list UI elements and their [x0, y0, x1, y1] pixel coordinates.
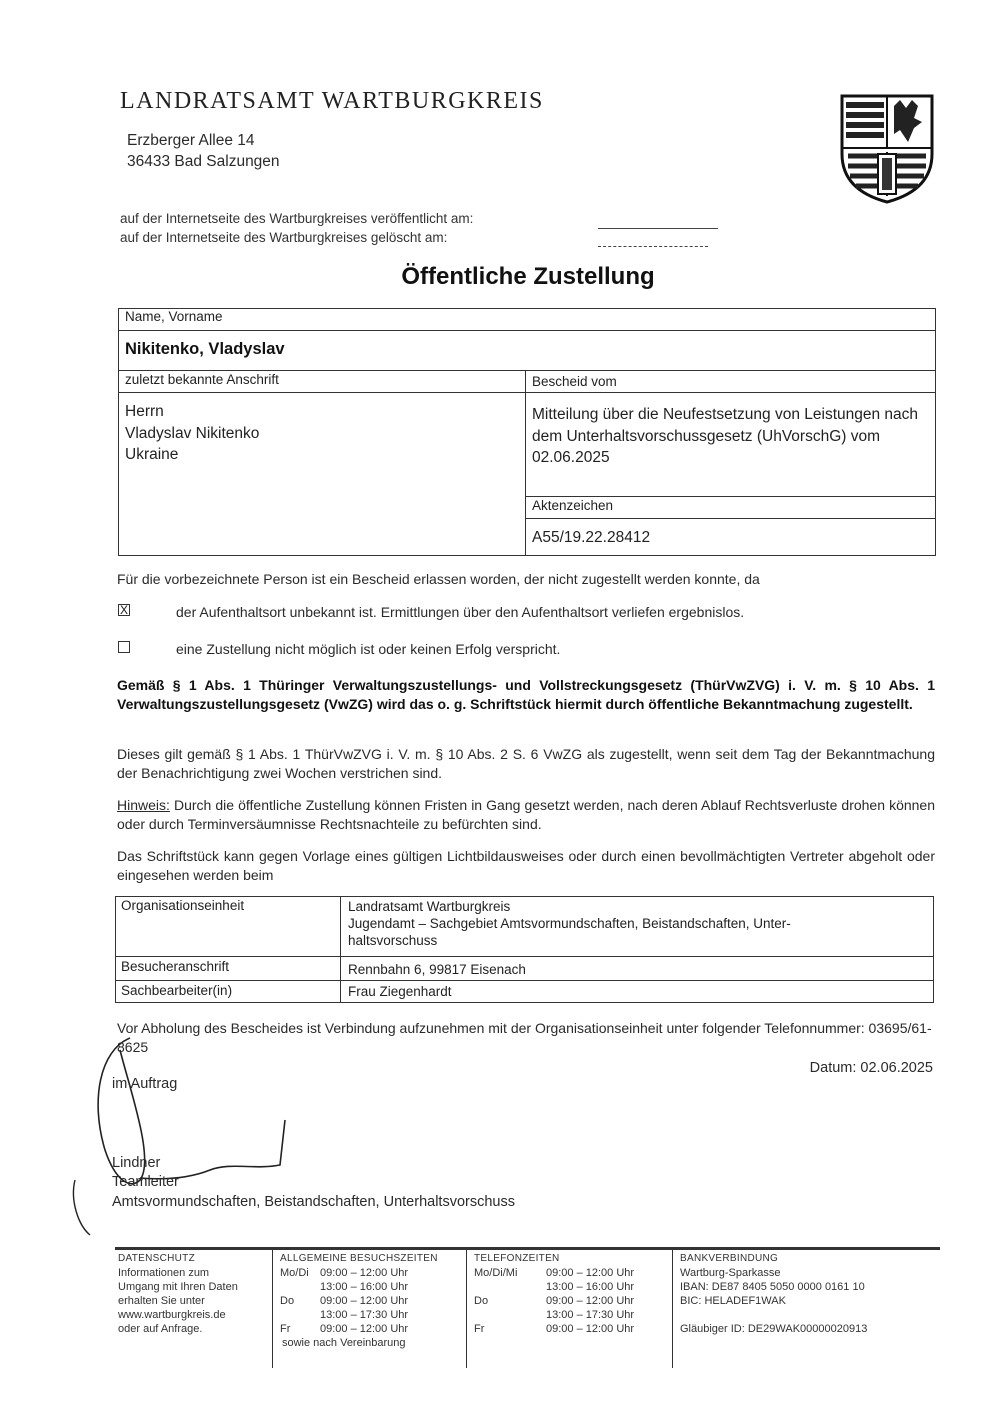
recipient-name: Nikitenko, Vladyslav [125, 340, 285, 358]
hours-times: 09:00 – 12:00 Uhr [320, 1323, 409, 1335]
footer-bank [680, 1252, 940, 1336]
legal-deemed-delivered: Dieses gilt gemäß § 1 Abs. 1 ThürVwZVG i. V. m. § 10 Abs. 2 S. 6 VwZG als zugestellt, wenn seit dem Tag der Bekanntmachung der Benachrichtigung zwei Wochen verstrichen sind. [117, 746, 935, 781]
phone-day: Fr [474, 1323, 485, 1335]
phone-times: 13:00 – 16:00 Uhr [546, 1281, 635, 1293]
option-unknown-address: der Aufenthaltsort unbekannt ist. Ermittlungen über den Aufenthaltsort verliefen ergebnislos. [176, 604, 745, 620]
address-label: zuletzt bekannte Anschrift [125, 372, 279, 387]
footer-divider [672, 1250, 673, 1368]
footer-divider [466, 1250, 467, 1368]
hours-day [280, 1280, 320, 1294]
org-label: Organisationseinheit [121, 898, 245, 913]
address-line: Herrn [125, 403, 164, 420]
address-line: Vladyslav Nikitenko [125, 424, 260, 442]
bank-line: IBAN: DE87 8405 5050 0000 0161 10 [680, 1281, 865, 1293]
coat-of-arms-icon [838, 92, 936, 204]
phone-title: TELEFONZEITEN [474, 1253, 560, 1264]
agency-city: 36433 Bad Salzungen [127, 153, 280, 170]
deleted-date-line [598, 246, 708, 247]
bank-line: Wartburg-Sparkasse [680, 1267, 781, 1279]
document-title: Öffentliche Zustellung [401, 263, 655, 290]
hours-day: Mo/Di [280, 1267, 309, 1279]
signer-name: Lindner [112, 1155, 161, 1171]
divider [118, 370, 936, 371]
decision-text: Mitteilung über die Neufestsetzung von Leistungen nach dem Unterhaltsvorschussgesetz (UhVorschG) vom 02.06.2025 [532, 406, 919, 466]
phone-times: 09:00 – 12:00 Uhr [546, 1295, 635, 1307]
privacy-line: erhalten Sie unter [118, 1295, 205, 1307]
footer-visiting-hours [280, 1252, 464, 1350]
phone-day [474, 1308, 546, 1322]
on-behalf: im Auftrag [112, 1076, 178, 1092]
phone-day: Do [474, 1295, 489, 1307]
clerk-label: Sachbearbeiter(in) [121, 983, 233, 998]
clerk-name: Frau Ziegenhardt [348, 984, 452, 999]
legal-basis: Gemäß § 1 Abs. 1 Thüringer Verwaltungszustellungs- und Vollstreckungsgesetz (ThürVwZVG) i. V. m. § 10 Abs. 1 Verwaltungszustellungsgesetz (VwZG) wird das o. g. Schriftstück hiermit durch öffentliche Bekanntmachung zugestellt. [117, 677, 935, 712]
signer-department: Amtsvormundschaften, Beistandschaften, Unterhaltsvorschuss [112, 1194, 515, 1210]
footer-phone-hours [474, 1252, 670, 1336]
file-number-label: Aktenzeichen [532, 498, 614, 513]
org-line: Jugendamt – Sachgebiet Amtsvormundschaften, Beistandschaften, Unter- [348, 916, 791, 931]
checkbox-unknown-address: X [119, 603, 128, 617]
footer-rule [115, 1247, 940, 1250]
address-line: Ukraine [125, 446, 179, 463]
phone-times: 09:00 – 12:00 Uhr [546, 1267, 635, 1279]
hint-text: Durch die öffentliche Zustellung können Fristen in Gang gesetzt werden, nach deren Ablauf Rechtsverluste drohen können oder durch Terminversäumnisse Rechtsnachteile zu befürchten sind. [117, 797, 935, 832]
divider [115, 956, 934, 957]
hours-day [280, 1308, 320, 1322]
option-delivery-impossible: eine Zustellung nicht möglich ist oder keinen Erfolg verspricht. [176, 641, 561, 657]
phone-times: 13:00 – 17:30 Uhr [546, 1309, 635, 1321]
hint-label: Hinweis: [117, 797, 170, 813]
privacy-line: oder auf Anfrage. [118, 1323, 203, 1335]
agency-name: LANDRATSAMT WARTBURGKREIS [120, 88, 544, 114]
deleted-label: auf der Internetseite des Wartburgkreises gelöscht am: [120, 230, 448, 245]
checkbox-delivery-impossible [118, 641, 130, 653]
hours-times: sowie nach Vereinbarung [282, 1337, 406, 1349]
divider [115, 980, 934, 981]
hours-title: ALLGEMEINE BESUCHSZEITEN [280, 1253, 438, 1264]
phone-times: 09:00 – 12:00 Uhr [546, 1323, 635, 1335]
hours-day: Do [280, 1295, 295, 1307]
hours-times: 09:00 – 12:00 Uhr [320, 1267, 409, 1279]
phone-day [474, 1280, 546, 1294]
published-date-line [598, 228, 718, 229]
bank-line: BIC: HELADEF1WAK [680, 1295, 786, 1307]
hours-times: 13:00 – 16:00 Uhr [320, 1281, 409, 1293]
published-label: auf der Internetseite des Wartburgkreises veröffentlicht am: [120, 211, 474, 226]
document-date: Datum: 02.06.2025 [809, 1060, 933, 1076]
visitor-address: Rennbahn 6, 99817 Eisenach [348, 962, 526, 977]
footer-privacy [118, 1252, 238, 1336]
org-value [348, 898, 918, 949]
agency-street: Erzberger Allee 14 [127, 132, 255, 149]
privacy-line: www.wartburgkreis.de [118, 1309, 226, 1321]
intro-text: Für die vorbezeichnete Person ist ein Bescheid erlassen worden, der nicht zugestellt werden konnte, da [117, 571, 760, 587]
column-divider [525, 370, 526, 556]
footer-divider [272, 1250, 273, 1368]
bank-title: BANKVERBINDUNG [680, 1253, 779, 1264]
pickup-text: Das Schriftstück kann gegen Vorlage eines gültigen Lichtbildausweises oder durch einen bevollmächtigten Vertreter abgeholt oder eingesehen werden beim [117, 848, 935, 883]
privacy-line: Umgang mit Ihren Daten [118, 1281, 238, 1293]
org-line: Landratsamt Wartburgkreis [348, 899, 511, 914]
contact-text: Vor Abholung des Bescheides ist Verbindung aufzunehmen mit der Organisationseinheit unter folgender Telefonnummer: 03695/61-8625 [117, 1020, 932, 1055]
hours-times: 13:00 – 17:30 Uhr [320, 1309, 409, 1321]
divider [525, 518, 936, 519]
org-line: haltsvorschuss [348, 933, 438, 948]
decision-label: Bescheid vom [532, 374, 617, 389]
file-number: A55/19.22.28412 [532, 529, 651, 546]
divider [525, 496, 936, 497]
recipient-address [125, 401, 259, 466]
signer-role: Teamleiter [112, 1174, 179, 1190]
agency-address [127, 130, 280, 172]
phone-day: Mo/Di/Mi [474, 1267, 518, 1279]
creditor-id: Gläubiger ID: DE29WAK00000020913 [680, 1323, 868, 1335]
privacy-title: DATENSCHUTZ [118, 1253, 196, 1264]
hours-day: Fr [280, 1323, 291, 1335]
name-label: Name, Vorname [125, 309, 223, 324]
privacy-line: Informationen zum [118, 1267, 210, 1279]
divider [118, 392, 936, 393]
hint-paragraph [117, 796, 935, 833]
visitor-address-label: Besucheranschrift [121, 959, 230, 974]
hours-times: 09:00 – 12:00 Uhr [320, 1295, 409, 1307]
divider [118, 330, 936, 331]
column-divider [340, 896, 341, 1003]
